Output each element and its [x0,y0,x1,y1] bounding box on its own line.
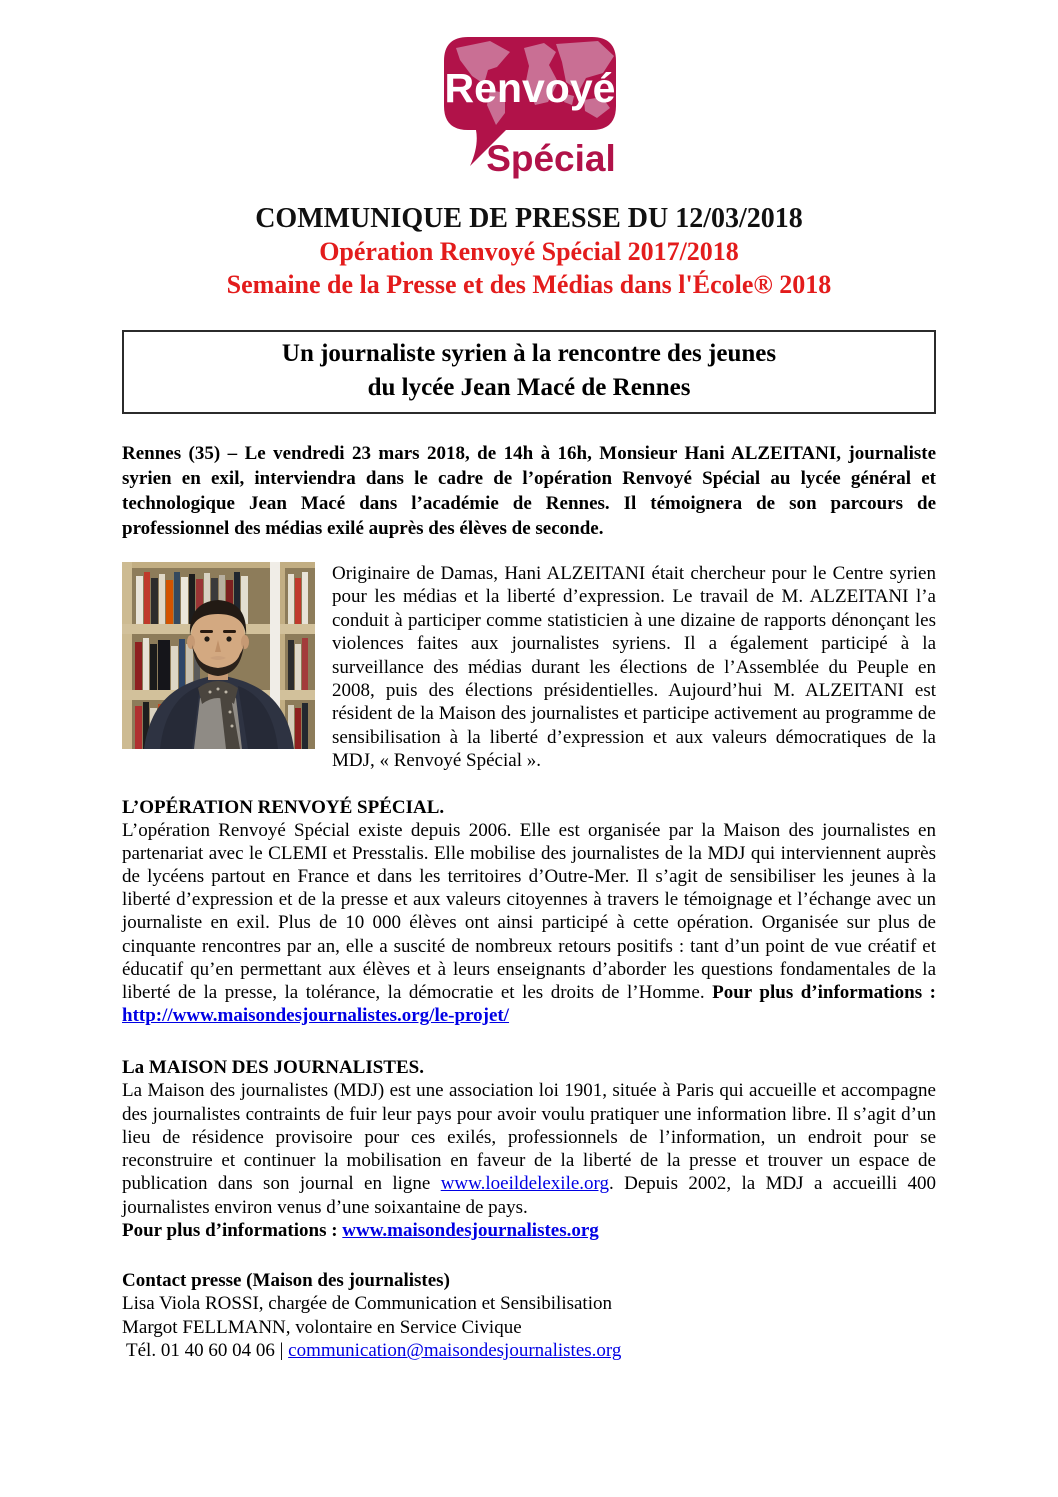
mdj-body-after-link: . Depuis 2002, la MDJ a accueilli 400 journalistes environ venus d’une soixantaine de pays. [122,1173,936,1218]
contact-separator: | [279,1340,289,1362]
operation-subtitle: Opération Renvoyé Spécial 2017/2018 [319,237,739,266]
mdj-heading: La MAISON DES JOURNALISTES. [122,1057,424,1079]
operation-body-text: L’opération Renvoyé Spécial existe depuis 2006. Elle est organisée par la Maison des journalistes en partenariat avec le CLEMI et Presstalis. Elle mobilise des journalistes de la MDJ qui interviennent auprès de lycéens partout en France et dans les territoires d’Outre-Mer. Il s’agit de sensibiliser les jeunes à la liberté d’expression et de la presse et aux valeurs citoyennes à travers le témoignage et l’échange avec un journaliste en exil. Plus de 10 000 élèves ont ainsi participé à cette opération. Organisée sur plus de cinquante rencontres par an, elle a suscité de nombreux retours positifs : tant d’un point de vue créatif et éducatif qu’en permettant aux élèves et à leurs enseignants d’aborder les questions fondamentales de la liberté de la presse, la tolérance, la démocratie et les droits de l’Homme. [122,819,936,1004]
contact-person-2: Margot FELLMANN, volontaire en Service Civique [122,1316,522,1338]
contact-phone: Tél. 01 40 60 04 06 [126,1340,280,1362]
operation-heading: L’OPÉRATION RENVOYÉ SPÉCIAL. [122,796,445,818]
speech-bubble-world-map-icon [438,34,620,180]
press-release-title: COMMUNIQUE DE PRESSE DU 12/03/2018 [255,203,803,234]
loeildelexile-link[interactable]: www.loeildelexile.org [440,1173,610,1195]
contact-heading: Contact presse (Maison des journalistes) [122,1269,450,1291]
headline-line2: du lycée Jean Macé de Rennes [367,374,691,401]
le-projet-link[interactable]: http://www.maisondesjournalistes.org/le-projet/ [122,1005,510,1027]
bio-paragraph: Originaire de Damas, Hani ALZEITANI était chercheur pour le Centre syrien pour les médias et la liberté d’expression. Le travail de M. ALZEITANI l’a conduit à participer comme statisticien à une dizaine de rapports dénonçant les violences faites aux journalistes syriens. Il a également participé à la surveillance des médias durant les élections de l’Assemblée du Peuple en 2008, puis des élections présidentielles. Aujourd’hui M. ALZEITANI est résident de la Maison des journalistes et participe activement au programme de sensibilisation à la liberté d’expression et aux valeurs démocratiques de la MDJ, « Renvoyé Spécial ». [332,563,936,772]
portrait-photo [122,562,315,749]
logo-word-top: Renvoyé [444,65,616,111]
semaine-presse-subtitle: Semaine de la Presse et des Médias dans l'École® 2018 [226,270,832,299]
contact-phone-line [122,1339,936,1363]
operation-paragraph [122,819,936,1028]
mdj-body-before-link: La Maison des journalistes (MDJ) est une association loi 1901, située à Paris qui accueille et accompagne des journalistes contraints de fuir leur pays pour avoir voulu pratiquer une information libre. Il s’agit d’un lieu de résidence provisoire pour ces exilés, professionnels de l’information, un endroit pour se reconstruire et continuer la mobilisation en faveur de la liberté de la presse et trouver un espace de publication dans son journal en ligne [122,1080,936,1195]
headline-box [122,330,936,414]
mdj-section [122,1056,936,1241]
bio-row [122,562,936,773]
mdj-more-info-line [122,1219,936,1242]
maisondesjournalistes-link[interactable]: www.maisondesjournalistes.org [342,1219,599,1241]
contact-email-link[interactable]: communication@maisondesjournalistes.org [288,1340,622,1362]
operation-more-info-label: Pour plus d’informations : [712,982,936,1004]
contact-person-1: Lisa Viola ROSSI, chargée de Communication et Sensibilisation [122,1293,612,1315]
logo-word-bottom: Spécial [486,138,616,179]
headline-line1: Un journaliste syrien à la rencontre des jeunes [281,340,777,367]
mdj-paragraph [122,1079,936,1218]
contact-block [122,1269,936,1363]
renvoye-special-logo [438,34,620,180]
mdj-more-info-label: Pour plus d’informations : [122,1219,343,1241]
lead-paragraph: Rennes (35) – Le vendredi 23 mars 2018, de 14h à 16h, Monsieur Hani ALZEITANI, journaliste syrien en exil, interviendra dans le cadre de l’opération Renvoyé Spécial au lycée général et technologique Jean Macé dans l’académie de Rennes. Il témoignera de son parcours de professionnel des médias exilé auprès des élèves de seconde. [122,443,936,539]
